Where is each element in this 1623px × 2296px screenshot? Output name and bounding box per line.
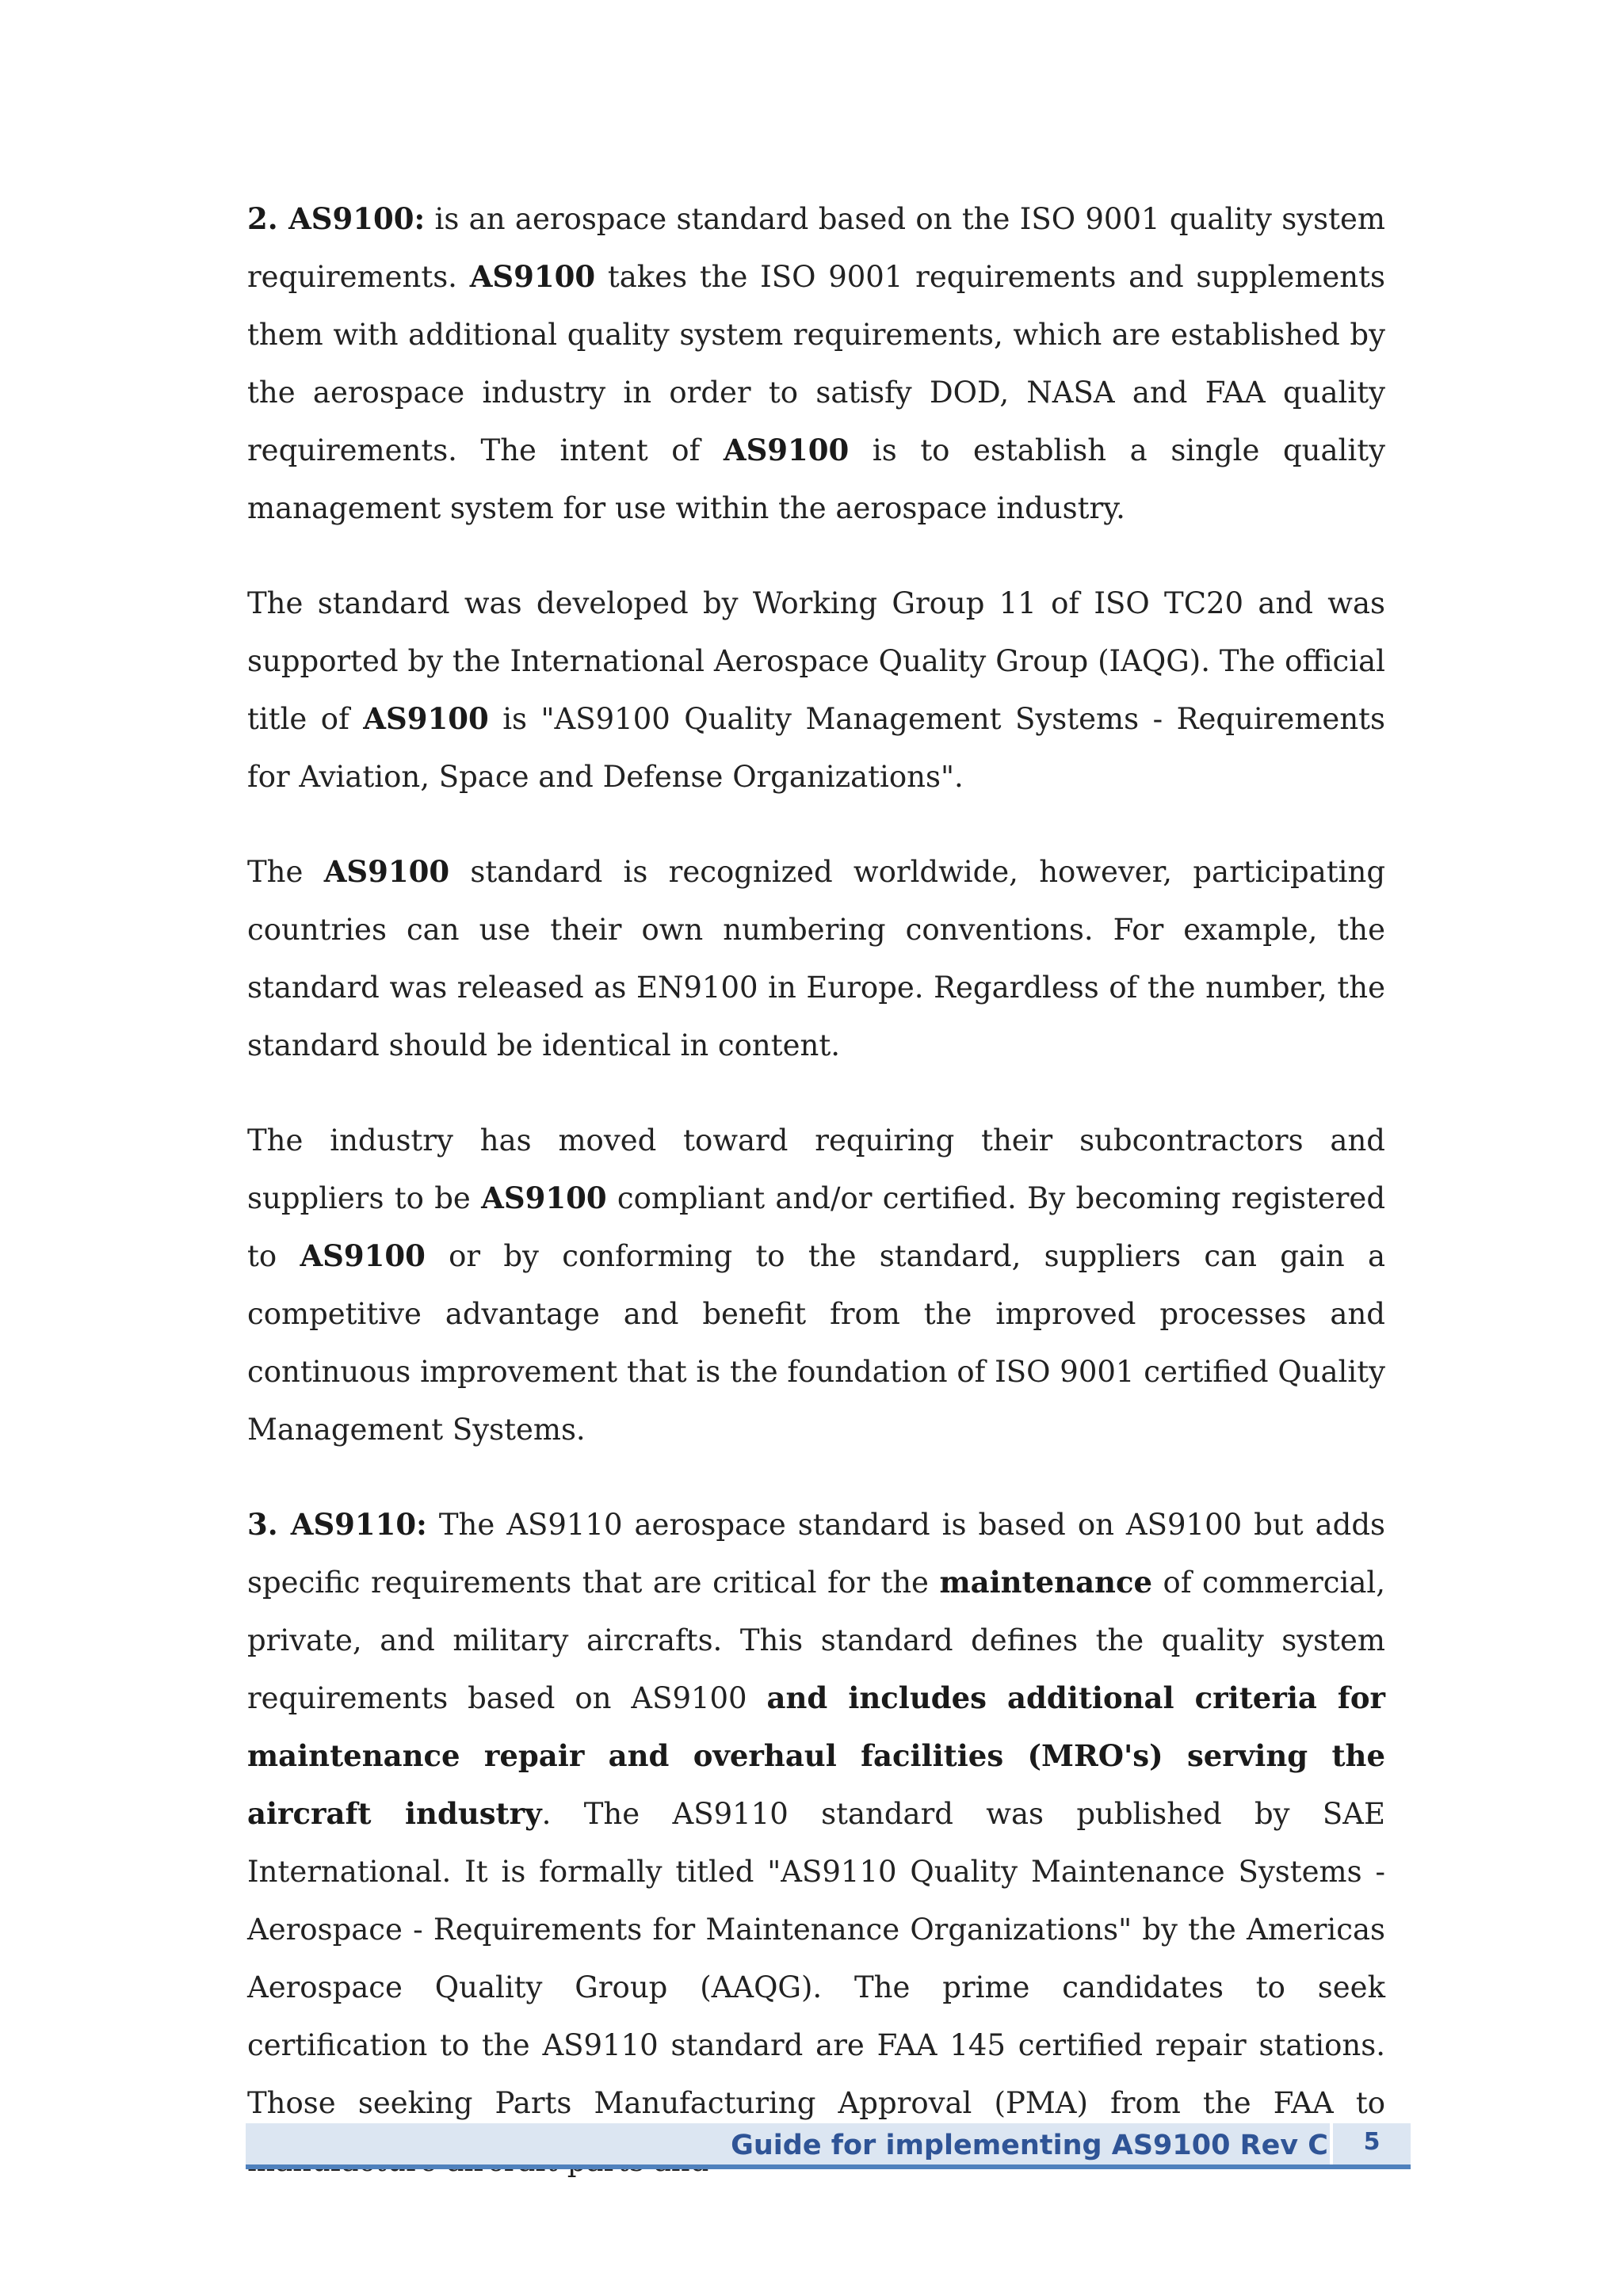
body-text: The standard was developed by Working Group 11 of ISO TC20 and was supported by the International Aerospace Quality Group (IAQG). The official title of [247, 586, 1385, 736]
footer-rule [246, 2164, 1411, 2169]
body-text: standard is recognized worldwide, however, participating countries can use their own numbering conventions. For example, the standard was released as EN9100 in Europe. Regardless of the number, the standard should be identical in content. [247, 855, 1386, 1062]
footer-title: Guide for implementing AS9100 Rev C [731, 2130, 1328, 2161]
page-number: 5 [1363, 2128, 1381, 2156]
body-text: . The AS9110 standard was published by SAE International. It is formally titled "AS9110 Quality Maintenance Systems - Aerospace - Requirements for Maintenance Organizations" by the Americas Aerospace Quality Group (AAQG). The prime candidates to seek certification to the AS9110 standard are FAA 145 certified repair stations. Those seeking Parts Manufacturing Approval (PMA) from the FAA to [247, 1797, 1385, 2120]
bold-text: AS9100 [469, 259, 596, 294]
bold-text: 2. AS9100: [247, 201, 426, 236]
paragraph-as9100-worldwide [247, 843, 1385, 1074]
bold-text: AS9100 [481, 1180, 607, 1215]
body-text: of commercial, private, and military aircrafts. This standard defines the quality system requirements based on AS9100 [247, 1566, 1385, 1715]
paragraph-as9110-intro [247, 1496, 1385, 2190]
paragraph-as9100-development [247, 574, 1385, 806]
body-text: is "AS9100 Quality Management Systems - Requirements for Aviation, Space and Defense Organizations". [247, 702, 1386, 794]
bold-text: 3. AS9110: [247, 1507, 427, 1542]
bold-text: and includes additional criteria for maintenance repair and overhaul facilities (MRO's) serving the aircraft industry [247, 1680, 1385, 1831]
page-footer [246, 2123, 1411, 2169]
body-text: takes the ISO 9001 requirements and supplements them with additional quality system requirements, which are established by the aerospace industry in order to satisfy DOD, NASA and FAA quality requirements. The intent of [247, 260, 1385, 467]
bold-text: AS9100 [300, 1238, 426, 1273]
bold-text: AS9100 [723, 433, 850, 467]
document-body [247, 190, 1385, 2227]
body-text: is an aerospace standard based on the ISO 9001 quality system requirements. [247, 202, 1385, 294]
body-text: compliant and/or certified. By becoming registered to [247, 1181, 1385, 1273]
body-text: The industry has moved toward requiring their subcontractors and suppliers to be [247, 1123, 1385, 1215]
bold-text: AS9100 [363, 701, 489, 736]
paragraph-as9100-industry [247, 1112, 1385, 1459]
bold-text: AS9100 [323, 854, 450, 889]
body-text: is to establish a single quality management system for use within the aerospace industry. [247, 433, 1385, 525]
body-text: The [247, 855, 324, 889]
bold-text: maintenance [939, 1565, 1153, 1600]
body-text: The AS9110 aerospace standard is based on AS9100 but adds specific requirements that are critical for the [247, 1508, 1385, 1600]
body-text: or by conforming to the standard, suppliers can gain a competitive advantage and benefit from the improved processes and continuous improvement that is the foundation of ISO 9001 certified Quality Management Systems. [247, 1239, 1386, 1447]
paragraph-as9100-intro [247, 190, 1385, 537]
